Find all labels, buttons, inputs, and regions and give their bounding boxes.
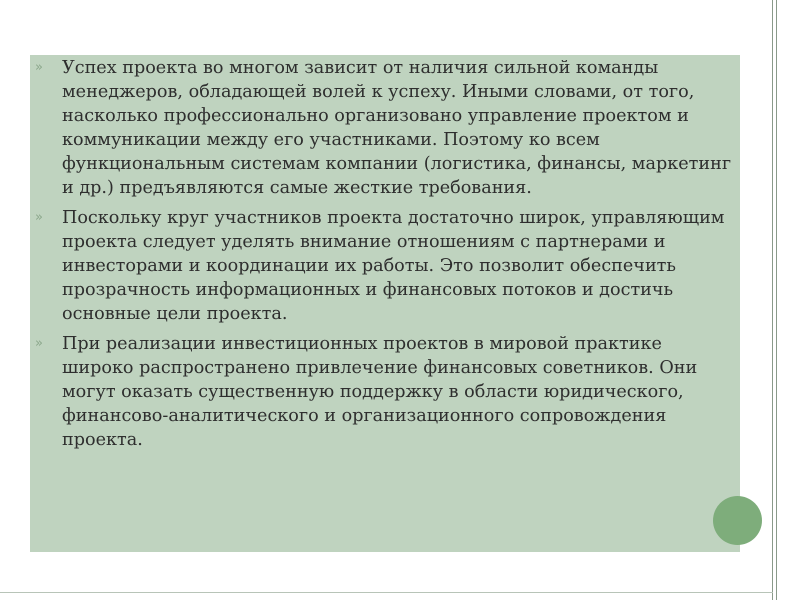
frame-line-right-inner — [776, 0, 777, 600]
arrow-bullet-icon: » — [35, 210, 43, 225]
bullet-text: Поскольку круг участников проекта достаточно широк, управляющим проекта следует уделять внимание отношениям с партнерами и инвесторами и координации их работы. Это позволит обеспечить прозрачность информационных и финансовых потоков и достичь основные цели проекта. — [62, 208, 725, 324]
bullet-text: Успех проекта во многом зависит от наличия сильной команды менеджеров, обладающей волей к успеху. Иными словами, от того, насколько профессионально организовано управление проектом и коммуникации между его участниками. Поэтому ко всем функциональным системам компании (логистика, финансы, маркетинг и др.) предъявляются самые жесткие требования. — [62, 58, 732, 198]
bullet-item-3 — [35, 332, 735, 452]
frame-line-right-outer — [772, 0, 773, 600]
bullet-item-1 — [35, 56, 735, 200]
decorative-circle — [713, 496, 762, 545]
bullet-item-2 — [35, 206, 735, 326]
frame-line-bottom — [0, 592, 773, 593]
arrow-bullet-icon: » — [35, 60, 43, 75]
bullet-list — [35, 56, 735, 458]
arrow-bullet-icon: » — [35, 336, 43, 351]
bullet-text: При реализации инвестиционных проектов в мировой практике широко распространено привлечение финансовых советников. Они могут оказать существенную поддержку в области юридического, финансово-аналитического и организационного сопровождения проекта. — [62, 334, 698, 450]
